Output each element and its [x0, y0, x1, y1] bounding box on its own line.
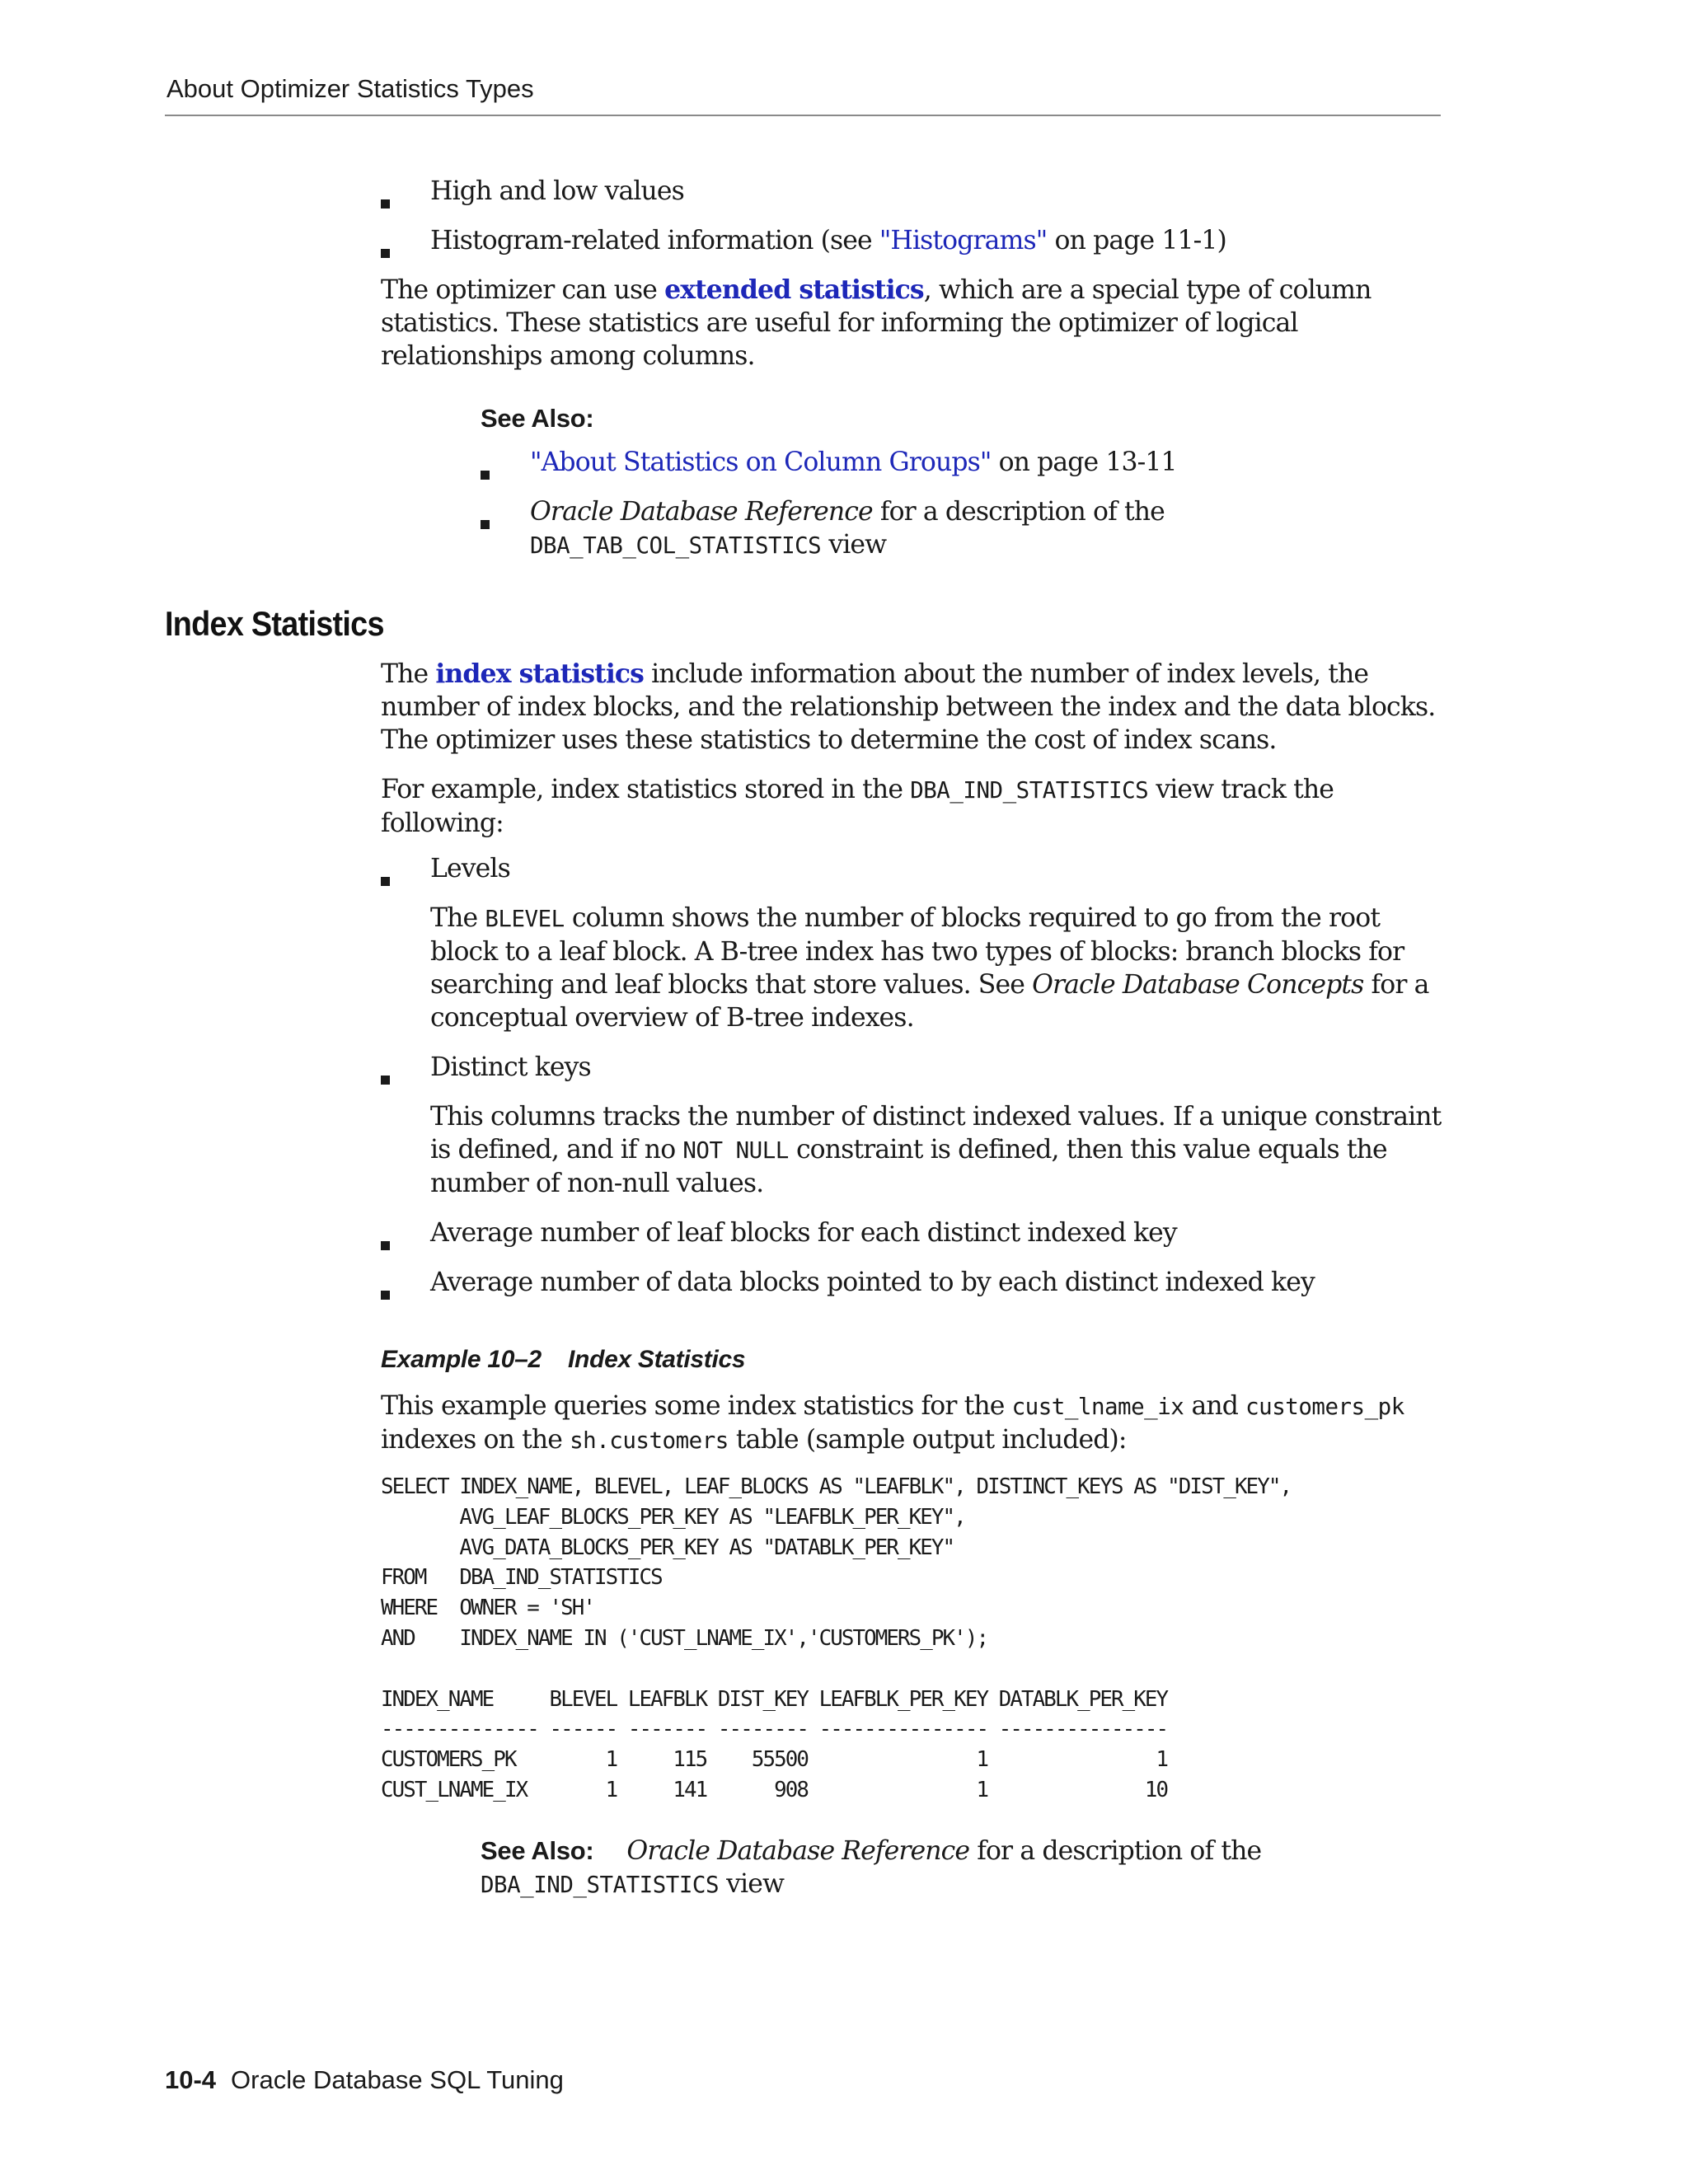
bullet-marker	[481, 520, 490, 529]
bullet-avg-leaf	[430, 1216, 1177, 1249]
bullet-marker	[481, 471, 490, 480]
paragraph-text: for a description of the	[969, 1836, 1262, 1866]
reference-title: Oracle Database Reference	[530, 497, 873, 527]
bullet-distinct-keys	[430, 1051, 591, 1084]
bullet-marker	[381, 249, 390, 258]
paragraph-text: view	[719, 1869, 785, 1899]
inline-code: DBA_IND_STATISTICS	[910, 777, 1149, 804]
paragraph-text: The optimizer can use	[381, 275, 665, 305]
book-title: Oracle Database SQL Tuning	[231, 2065, 564, 2094]
bullet-text: Average number of data blocks pointed to by each distinct indexed key	[430, 1268, 1315, 1297]
paragraph-text: , which are a special type of column statistics. These statistics are useful for informing the optimizer of logical relationships among columns.	[381, 275, 1372, 371]
see-also-reference-note	[481, 1835, 1437, 1901]
see-also-item-column-groups	[530, 446, 1177, 479]
bullet-histogram	[430, 224, 1226, 257]
paragraph-text: This example queries some index statistics for the	[381, 1391, 1012, 1421]
paragraph-text: For example, index statistics stored in the	[381, 775, 911, 804]
header-rule	[165, 115, 1441, 116]
histograms-link[interactable]: "Histograms"	[879, 226, 1048, 255]
bullet-marker	[381, 1241, 390, 1250]
index-statistics-intro	[381, 658, 1444, 757]
reference-title: Oracle Database Reference	[626, 1836, 970, 1866]
column-groups-link[interactable]: "About Statistics on Column Groups"	[530, 448, 992, 477]
bullet-marker	[381, 877, 390, 886]
distinct-keys-description	[430, 1100, 1444, 1200]
bullet-text: High and low values	[430, 176, 684, 206]
bullet-text: Histogram-related information (see	[430, 226, 879, 255]
page-number: 10-4	[165, 2065, 217, 2094]
sql-code-block: SELECT INDEX_NAME, BLEVEL, LEAF_BLOCKS AS "LEAFBLK", DISTINCT_KEYS AS "DIST_KEY", AVG_LEAF_BLOCKS_PER_KEY AS "LEAFBLK_PER_KEY", AVG_DATA_BLOCKS_PER_KEY AS "DATABLK_PER_KEY" FROM DBA_IND_STATISTICS WHERE OWNER = 'SH' AND INDEX_NAME IN ('CUST_LNAME_IX','CUSTOMERS_PK'); INDEX_NAME BLEVEL LEAFBLK DIST_KEY LEAFBLK_PER_KEY DATABLK_PER_KEY -------------- ------ ------- -------- --------------- --------------- CUSTOMERS_PK 1 115 55500 1 1 CUST_LNAME_IX 1 141 908 1 10	[381, 1474, 1292, 1802]
inline-code: DBA_IND_STATISTICS	[481, 1872, 720, 1898]
bullet-text: Distinct keys	[430, 1052, 591, 1082]
bullet-avg-data	[430, 1266, 1315, 1299]
bullet-text: Average number of leaf blocks for each distinct indexed key	[430, 1218, 1177, 1248]
inline-code: sh.customers	[570, 1427, 729, 1454]
bullet-high-low	[430, 175, 684, 208]
inline-code: NOT NULL	[682, 1137, 789, 1164]
paragraph-text: constraint is defined, then this value equals the number of non-null values.	[430, 1135, 1387, 1198]
bullet-marker	[381, 1076, 390, 1085]
paragraph-text: The	[430, 903, 485, 933]
paragraph-text: The	[381, 659, 436, 689]
see-also-item-text: for a description of the	[872, 497, 1165, 527]
paragraph-text: for a conceptual overview of B-tree indexes.	[430, 970, 1429, 1033]
index-statistics-link[interactable]: index statistics	[435, 658, 645, 689]
bullet-marker	[381, 199, 390, 209]
paragraph-text: column shows the number of blocks required to go from the root block to a leaf block. A B-tree index has two types of blocks: branch blocks for searching and leaf blocks that store values. See	[430, 903, 1404, 1000]
paragraph-text: include information about the number of index levels, the number of index blocks, and the relationship between the index and the data blocks. The optimizer uses these statistics to determine the cost of index scans.	[381, 659, 1436, 755]
extended-statistics-paragraph	[381, 274, 1444, 373]
bullet-marker	[381, 1291, 390, 1300]
extended-statistics-link[interactable]: extended statistics	[664, 274, 924, 305]
levels-description	[430, 902, 1444, 1034]
paragraph-text: This columns tracks the number of distinct indexed values. If a unique constraint is defined, and if no	[430, 1102, 1442, 1165]
see-also-item-text: view	[821, 530, 887, 560]
example-title: Example 10–2 Index Statistics	[381, 1346, 746, 1373]
running-header: About Optimizer Statistics Types	[166, 74, 534, 103]
example-intro	[381, 1390, 1444, 1457]
inline-code: BLEVEL	[485, 906, 565, 932]
see-also-label: See Also:	[481, 404, 594, 433]
see-also-label: See Also:	[481, 1836, 594, 1865]
paragraph-text: indexes on the	[381, 1425, 570, 1455]
bullet-text-tail: on page 11-1)	[1047, 226, 1226, 255]
inline-code: cust_lname_ix	[1011, 1394, 1184, 1420]
section-heading: Index Statistics	[165, 604, 384, 643]
see-also-item-reference	[530, 495, 1165, 562]
paragraph-text: table (sample output included):	[728, 1425, 1127, 1455]
inline-code: customers_pk	[1245, 1394, 1404, 1420]
concepts-title: Oracle Database Concepts	[1032, 970, 1364, 1000]
index-statistics-example-paragraph	[381, 773, 1444, 840]
paragraph-text: and	[1184, 1391, 1246, 1421]
paragraph-text: view track the following:	[381, 775, 1334, 838]
inline-code: DBA_TAB_COL_STATISTICS	[530, 532, 822, 559]
page-footer	[165, 2065, 564, 2095]
bullet-text: Levels	[430, 854, 510, 883]
see-also-item-text: on page 13-11	[991, 448, 1177, 477]
bullet-levels	[430, 852, 510, 885]
